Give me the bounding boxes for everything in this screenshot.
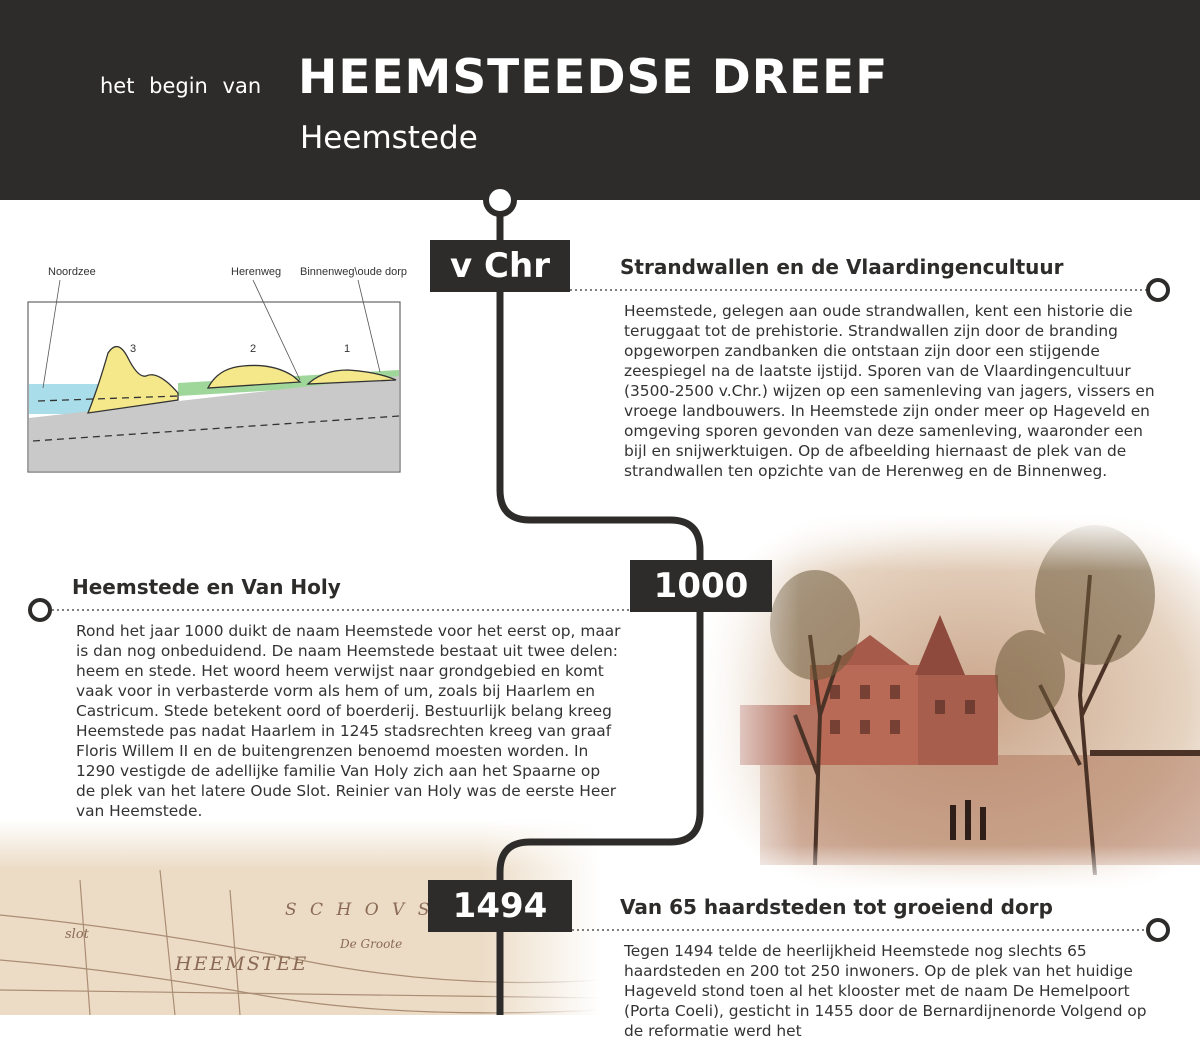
page-title: HEEMSTEEDSE DREEF [298, 50, 889, 105]
diagram-label-noordzee: Noordzee [48, 266, 96, 278]
diagram-label-herenweg: Herenweg [231, 266, 282, 278]
year-box-1000: 1000 [630, 560, 772, 612]
diagram-number-2: 2 [250, 343, 257, 355]
connector-dot-1494 [1148, 920, 1168, 940]
header-pretitle: het begin van [100, 74, 262, 98]
year-box-vchr: v Chr [430, 240, 570, 292]
section-text-van-holy: Rond het jaar 1000 duikt de naam Heemstede voor het eerst op, maar is dan nog onbeduidend. De naam Heemstede bestaat uit twee delen: heem en stede. Het woord heem verwijst naar grondgebied en komt vaak voor in verbasterde vorm als hem of um, zoals bij Haarlem en Castricum. Stede betekent oord of boerderij. Bestuurlijk belang kreeg Heemstede pas nadat Haarlem in 1245 stadsrechten kreeg van graaf Floris Willem II en de buitengrenzen benoemd moesten worden. In 1290 vestigde de adellijke familie Van Holy zich aan het Spaarne op de plek van het latere Oude Slot. Reinier van Holy was de eerste Heer van Heemstede. [76, 622, 621, 820]
section-text-haardsteden: Tegen 1494 telde de heerlijkheid Heemstede nog slechts 65 haardsteden en 200 tot 250 inwoners. Op de plek van het huidige Hageveld stond toen al het klooster met de naam De Hemelpoort (Porta Coeli), gesticht in 1455 door de Bernardijnenorde Volgend op de reformatie werd het [624, 942, 1147, 1040]
page-subtitle: Heemstede [300, 120, 478, 156]
connector-dot-vchr [1148, 280, 1168, 300]
section-text-strandwallen: Heemstede, gelegen aan oude strandwallen, kent een historie die teruggaat tot de prehistorie. Strandwallen zijn door de branding opgeworpen zandbanken die ontstaan zijn door een stijgende zeespiegel na de laatste ijstijd. Sporen van de Vlaardingencultuur (3500-2500 v.Chr.) wijzen op een samenleving van jagers, vissers en vroege landbouwers. In Heemstede zijn onder meer op Hageveld en omgeving sporen gevonden van deze samenleving, waaronder een bijl en snijwerktuigen. Op de afbeelding hiernaast de plek van de strandwallen ten opzichte van de Herenweg en de Binnenweg. [624, 302, 1155, 480]
diagram-number-3: 3 [130, 343, 137, 355]
section-heading-haardsteden: Van 65 haardsteden tot groeiend dorp [620, 895, 1053, 919]
section-heading-van-holy: Heemstede en Van Holy [72, 575, 341, 599]
timeline-start-dot [486, 186, 514, 214]
diagram-number-1: 1 [344, 343, 351, 355]
diagram-label-binnenweg: Binnenweg\oude dorp [300, 266, 408, 278]
year-box-1494: 1494 [428, 880, 572, 932]
section-heading-strandwallen: Strandwallen en de Vlaardingencultuur [620, 255, 1064, 279]
connector-dot-1000 [30, 600, 50, 620]
strandwallen-diagram [28, 258, 408, 476]
